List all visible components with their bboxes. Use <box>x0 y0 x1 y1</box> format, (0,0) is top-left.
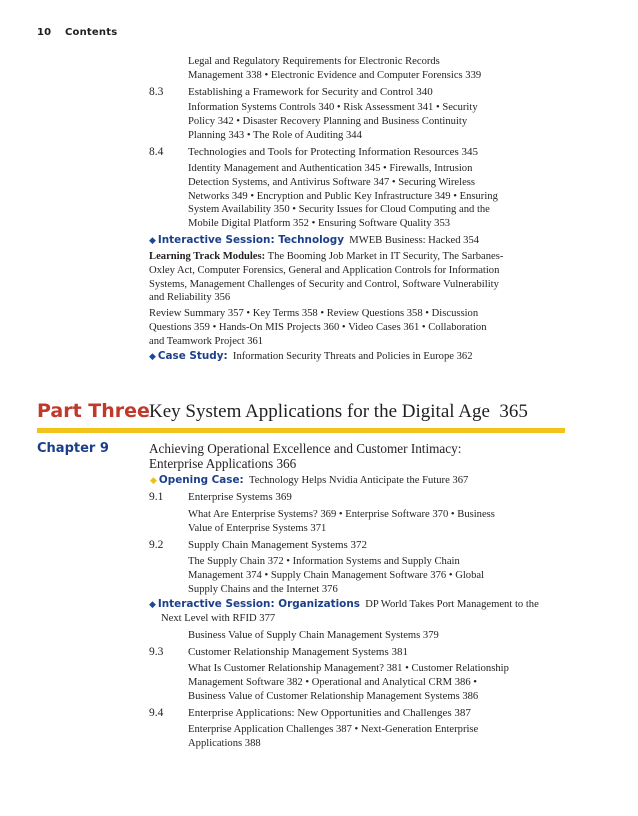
section-number-9-4: 9.4 <box>149 707 164 719</box>
section-entries-9-3: What Is Customer Relationship Management? 381 • Customer Relationship Management Software 382 • Operational and Analytical CRM 386 • Business Value of Customer Relationship Management Systems 386 <box>188 663 509 702</box>
chapter-title: Achieving Operational Excellence and Customer Intimacy: Enterprise Applications 366 <box>149 441 462 471</box>
learning-track-modules: Learning Track Modules: The Booming Job Market in IT Security, The Sarbanes- Oxley Act, Computer Forensics, General and Application Controls for Information Systems, Management Challenges of Security and Control, Software Vulnerability and Reliability 356 <box>149 251 504 304</box>
section-title-9-2: Supply Chain Management Systems 372 <box>188 539 368 551</box>
page-number: 10 <box>37 27 52 38</box>
section-entry: Business Value of Supply Chain Management Systems 379 <box>188 630 439 641</box>
section-number-8-4: 8.4 <box>149 146 164 158</box>
opening-case-label: Opening Case: <box>158 474 244 486</box>
interactive-session-label: Interactive Session: Organizations <box>157 598 360 610</box>
section-number-9-3: 9.3 <box>149 646 164 658</box>
section-number-8-3: 8.3 <box>149 86 164 98</box>
header-title: Contents <box>65 27 118 38</box>
section-entries-8-3: Information Systems Controls 340 • Risk Assessment 341 • Security Policy 342 • Disaster Recovery Planning and Business Continuity Planning 343 • The Role of Auditing 344 <box>188 102 478 141</box>
interactive-session-organizations: ◆ Interactive Session: Organizations DP World Takes Port Management to the Next Level with RFID 377 <box>149 598 539 624</box>
section-title-8-3: Establishing a Framework for Security and Control 340 <box>188 86 433 98</box>
interactive-session-technology: ◆ Interactive Session: Technology MWEB Business: Hacked 354 <box>149 234 480 246</box>
part-title: Key System Applications for the Digital Age 365 <box>149 401 528 422</box>
section-entries-9-4: Enterprise Application Challenges 387 • Next-Generation Enterprise Applications 388 <box>188 724 479 749</box>
case-study-label: Case Study: <box>157 350 228 362</box>
part-page: 365 <box>499 401 528 422</box>
part-label: Part Three <box>37 400 150 422</box>
section-entries-9-1: What Are Enterprise Systems? 369 • Enterprise Software 370 • Business Value of Enterprise Systems 371 <box>188 509 495 534</box>
section-entries-8-4: Identity Management and Authentication 345 • Firewalls, Intrusion Detection Systems, and Antivirus Software 347 • Securing Wireless Networks 349 • Encryption and Public Key Infrastructure 349 • Ensuring System Availability 350 • Security Issues for Cloud Computing and the Mobile Digital Platform 352 • Ensuring Software Quality 353 <box>188 163 498 230</box>
intro-entries: Legal and Regulatory Requirements for Electronic Records Management 338 • Electronic Evidence and Computer Forensics 339 <box>188 56 482 81</box>
section-title-8-4: Technologies and Tools for Protecting Information Resources 345 <box>188 146 479 158</box>
section-title-9-4: Enterprise Applications: New Opportunities and Challenges 387 <box>188 707 471 719</box>
section-number-9-1: 9.1 <box>149 491 164 503</box>
diamond-bullet-icon: ◆ <box>149 351 156 361</box>
diamond-bullet-icon: ◆ <box>149 599 156 609</box>
page-header <box>37 27 117 38</box>
section-entries-9-2: The Supply Chain 372 • Information Systems and Supply Chain Management 374 • Supply Chain Management Software 376 • Global Supply Chains and the Internet 376 <box>188 556 485 595</box>
part-heading <box>37 400 565 430</box>
diamond-bullet-icon: ◆ <box>150 475 157 485</box>
interactive-session-label: Interactive Session: Technology <box>157 234 344 246</box>
section-title-9-1: Enterprise Systems 369 <box>188 491 292 503</box>
section-number-9-2: 9.2 <box>149 539 164 551</box>
case-study: ◆ Case Study: Information Security Threats and Policies in Europe 362 <box>149 350 473 362</box>
learning-track-label: Learning Track Modules: <box>149 251 266 262</box>
part-divider-bar <box>37 428 565 433</box>
chapter-label: Chapter 9 <box>37 441 109 456</box>
diamond-bullet-icon: ◆ <box>149 235 156 245</box>
section-title-9-3: Customer Relationship Management Systems 381 <box>188 646 408 658</box>
opening-case: ◆ Opening Case: Technology Helps Nvidia Anticipate the Future 367 <box>150 474 469 486</box>
review-entries: Review Summary 357 • Key Terms 358 • Review Questions 358 • Discussion Questions 359 • Hands-On MIS Projects 360 • Video Cases 361 • Collaboration and Teamwork Project 361 <box>149 308 487 347</box>
